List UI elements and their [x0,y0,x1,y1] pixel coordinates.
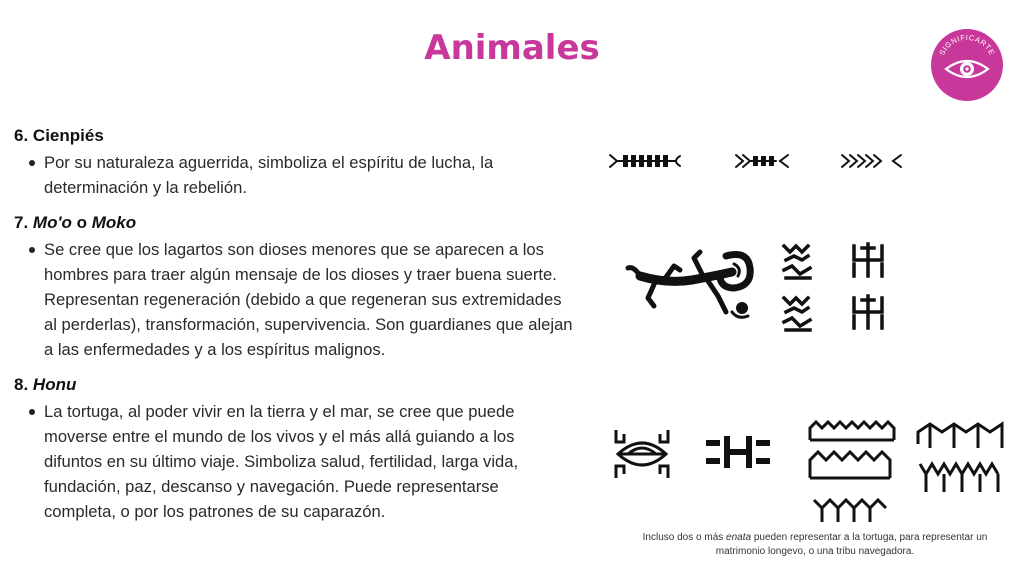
page-title: Animales [424,28,600,68]
section-cienpies [14,126,574,200]
section-honu [14,375,574,524]
section-heading [14,375,574,395]
bullet-list [14,150,574,200]
turtle-family-motif [806,418,900,526]
bullet-list [14,399,574,524]
list-item: Por su naturaleza aguerrida, simboliza el espíritu de lucha, la determinación y la rebelión. [44,150,574,200]
bullet-list [14,237,574,362]
section-heading [14,213,574,233]
list-item: Se cree que los lagartos son dioses menores que se aparecen a los hombres para traer algún mensaje de los dioses y traer buena suerte. Representan regeneración (debido a que regeneran sus extremidades al perderlas), transformación, supervivencia. Son guardianes que alejan a las enfermedades y a los espíritus malignos. [44,237,574,362]
list-item: La tortuga, al poder vivir en la tierra y el mar, se cree que puede moverse entre el mundo de los vivos y el más allá guiando a los difuntos en su último viaje. Simboliza salud, fertilidad, larga vida, fundación, paz, descanso y navegación. Puede representarse completa, o por los patrones de su caparazón. [44,399,574,524]
significarte-logo [930,28,1004,102]
section-heading [14,126,574,146]
content-column [14,126,574,537]
centipede-motifs [608,150,908,172]
section-name-b: Moko [91,213,137,232]
section-name-joiner: o [76,213,88,232]
lizard-glyphs [778,240,890,336]
image-caption: Incluso dos o más enata pueden representar a la tortuga, para representar un matrimonio longevo, o una tribu navegadora. [642,532,988,557]
section-name: Cienpiés [32,126,104,145]
section-number: 6. [14,126,29,145]
section-name: Honu [32,375,77,394]
turtle-tribe-motif [914,420,1006,500]
lizard-motif [622,246,762,326]
section-moko [14,213,574,362]
svg-text:SIGNIFICARTE: SIGNIFICARTE [937,32,997,57]
section-number: 8. [14,375,29,394]
turtle-motif-2 [702,432,774,472]
section-name-a: Mo'o [32,213,72,232]
turtle-motif-1 [610,422,674,486]
section-number: 7. [14,213,29,232]
